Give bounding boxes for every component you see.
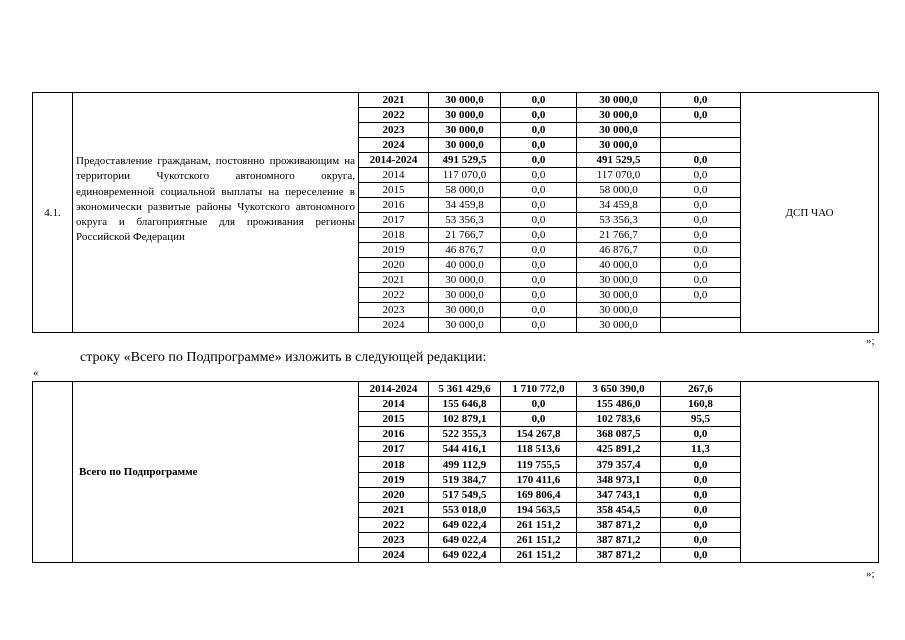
cell-c2: 0,0 xyxy=(501,273,577,288)
cell-total: 5 361 429,6 xyxy=(429,382,501,397)
cell-year: 2017 xyxy=(359,213,429,228)
cell-c3: 358 454,5 xyxy=(577,502,661,517)
cell-c4: 0,0 xyxy=(661,213,741,228)
cell-total: 30 000,0 xyxy=(429,318,501,333)
cell-year: 2023 xyxy=(359,532,429,547)
cell-total: 517 549,5 xyxy=(429,487,501,502)
cell-total: 491 529,5 xyxy=(429,153,501,168)
cell-year: 2020 xyxy=(359,258,429,273)
table-row xyxy=(33,382,879,397)
cell-c2: 0,0 xyxy=(501,288,577,303)
cell-total: 30 000,0 xyxy=(429,108,501,123)
cell-c4: 11,3 xyxy=(661,442,741,457)
cell-c4 xyxy=(661,123,741,138)
cell-total: 30 000,0 xyxy=(429,138,501,153)
cell-total: 21 766,7 xyxy=(429,228,501,243)
total-label: Всего по Подпрограмме xyxy=(73,382,359,563)
cell-c2: 1 710 772,0 xyxy=(501,382,577,397)
cell-c2: 0,0 xyxy=(501,198,577,213)
cell-c4: 0,0 xyxy=(661,427,741,442)
cell-c3: 491 529,5 xyxy=(577,153,661,168)
cell-c4: 0,0 xyxy=(661,517,741,532)
closing-quote-2: »; xyxy=(866,568,875,580)
cell-total: 553 018,0 xyxy=(429,502,501,517)
cell-total: 34 459,8 xyxy=(429,198,501,213)
cell-year: 2015 xyxy=(359,183,429,198)
cell-total: 155 646,8 xyxy=(429,397,501,412)
cell-c3: 102 783,6 xyxy=(577,412,661,427)
cell-c2: 0,0 xyxy=(501,213,577,228)
cell-c4: 0,0 xyxy=(661,273,741,288)
cell-c4: 0,0 xyxy=(661,532,741,547)
cell-c4: 0,0 xyxy=(661,457,741,472)
cell-c4: 0,0 xyxy=(661,183,741,198)
cell-c4: 0,0 xyxy=(661,93,741,108)
cell-c3: 34 459,8 xyxy=(577,198,661,213)
cell-c2: 0,0 xyxy=(501,123,577,138)
cell-total: 40 000,0 xyxy=(429,258,501,273)
cell-year: 2020 xyxy=(359,487,429,502)
cell-c3: 117 070,0 xyxy=(577,168,661,183)
cell-c2: 0,0 xyxy=(501,138,577,153)
cell-c4: 267,6 xyxy=(661,382,741,397)
cell-total: 649 022,4 xyxy=(429,548,501,563)
cell-total: 53 356,3 xyxy=(429,213,501,228)
cell-c3: 387 871,2 xyxy=(577,532,661,547)
cell-c3: 347 743,1 xyxy=(577,487,661,502)
cell-c4: 0,0 xyxy=(661,487,741,502)
cell-total: 30 000,0 xyxy=(429,303,501,318)
cell-c2: 0,0 xyxy=(501,397,577,412)
cell-c2: 0,0 xyxy=(501,108,577,123)
cell-year: 2016 xyxy=(359,427,429,442)
cell-year: 2024 xyxy=(359,318,429,333)
cell-total: 522 355,3 xyxy=(429,427,501,442)
cell-year: 2019 xyxy=(359,472,429,487)
cell-c2: 154 267,8 xyxy=(501,427,577,442)
cell-c4: 0,0 xyxy=(661,288,741,303)
cell-year: 2022 xyxy=(359,108,429,123)
cell-c2: 0,0 xyxy=(501,228,577,243)
cell-c4: 0,0 xyxy=(661,198,741,213)
cell-c2: 0,0 xyxy=(501,258,577,273)
cell-year: 2014 xyxy=(359,397,429,412)
cell-c4: 0,0 xyxy=(661,108,741,123)
cell-year: 2023 xyxy=(359,123,429,138)
cell-c2: 170 411,6 xyxy=(501,472,577,487)
cell-year: 2024 xyxy=(359,548,429,563)
closing-quote: »; xyxy=(866,335,875,347)
instruction-text: строку «Всего по Подпрограмме» изложить в следующей редакции: xyxy=(80,350,487,365)
cell-c2: 194 563,5 xyxy=(501,502,577,517)
cell-c3: 3 650 390,0 xyxy=(577,382,661,397)
cell-c4: 0,0 xyxy=(661,228,741,243)
cell-c4: 0,0 xyxy=(661,243,741,258)
cell-total: 30 000,0 xyxy=(429,123,501,138)
cell-c3: 30 000,0 xyxy=(577,318,661,333)
cell-c3: 30 000,0 xyxy=(577,138,661,153)
cell-c3: 387 871,2 xyxy=(577,548,661,563)
cell-c2: 169 806,4 xyxy=(501,487,577,502)
cell-c2: 261 151,2 xyxy=(501,532,577,547)
cell-total: 30 000,0 xyxy=(429,288,501,303)
cell-c3: 155 486,0 xyxy=(577,397,661,412)
cell-c4: 0,0 xyxy=(661,258,741,273)
cell-c3: 58 000,0 xyxy=(577,183,661,198)
cell-year: 2019 xyxy=(359,243,429,258)
cell-c4: 0,0 xyxy=(661,502,741,517)
cell-c4: 0,0 xyxy=(661,168,741,183)
cell-year: 2018 xyxy=(359,228,429,243)
cell-c2: 0,0 xyxy=(501,183,577,198)
cell-c3: 30 000,0 xyxy=(577,123,661,138)
empty-number-cell xyxy=(33,382,73,563)
measure-description: Предоставление гражданам, постоянно проживающим на территории Чукотского автономного округа, единовременной социальной выплаты на переселение в экономически развитые районы Чукотского автономного округа и благоприятные для проживания регионы Российской Федерации xyxy=(73,93,359,333)
cell-c4: 95,5 xyxy=(661,412,741,427)
cell-year: 2021 xyxy=(359,93,429,108)
cell-total: 544 416,1 xyxy=(429,442,501,457)
cell-c2: 119 755,5 xyxy=(501,457,577,472)
cell-c2: 0,0 xyxy=(501,412,577,427)
cell-c4: 0,0 xyxy=(661,153,741,168)
opening-quote: « xyxy=(33,367,39,379)
empty-org-cell xyxy=(741,382,879,563)
cell-total: 46 876,7 xyxy=(429,243,501,258)
cell-c3: 379 357,4 xyxy=(577,457,661,472)
cell-c4: 160,8 xyxy=(661,397,741,412)
subprogram-measure-table xyxy=(32,92,879,333)
cell-total: 102 879,1 xyxy=(429,412,501,427)
cell-c2: 0,0 xyxy=(501,93,577,108)
cell-year: 2014 xyxy=(359,168,429,183)
cell-c3: 30 000,0 xyxy=(577,93,661,108)
cell-c3: 40 000,0 xyxy=(577,258,661,273)
cell-c3: 30 000,0 xyxy=(577,303,661,318)
cell-year: 2017 xyxy=(359,442,429,457)
cell-c3: 30 000,0 xyxy=(577,108,661,123)
cell-c3: 425 891,2 xyxy=(577,442,661,457)
cell-year: 2016 xyxy=(359,198,429,213)
cell-total: 519 384,7 xyxy=(429,472,501,487)
cell-year: 2015 xyxy=(359,412,429,427)
cell-c3: 46 876,7 xyxy=(577,243,661,258)
cell-year: 2014-2024 xyxy=(359,153,429,168)
cell-c4 xyxy=(661,303,741,318)
responsible-org: ДСП ЧАО xyxy=(741,93,879,333)
cell-c4: 0,0 xyxy=(661,472,741,487)
cell-c2: 261 151,2 xyxy=(501,548,577,563)
cell-year: 2018 xyxy=(359,457,429,472)
cell-c3: 348 973,1 xyxy=(577,472,661,487)
cell-year: 2022 xyxy=(359,288,429,303)
cell-year: 2014-2024 xyxy=(359,382,429,397)
cell-c3: 387 871,2 xyxy=(577,517,661,532)
cell-c3: 21 766,7 xyxy=(577,228,661,243)
cell-c3: 368 087,5 xyxy=(577,427,661,442)
cell-total: 30 000,0 xyxy=(429,93,501,108)
cell-c2: 0,0 xyxy=(501,153,577,168)
cell-c2: 0,0 xyxy=(501,303,577,318)
cell-c3: 30 000,0 xyxy=(577,288,661,303)
cell-year: 2023 xyxy=(359,303,429,318)
cell-total: 58 000,0 xyxy=(429,183,501,198)
cell-c2: 261 151,2 xyxy=(501,517,577,532)
table-row xyxy=(33,93,879,108)
cell-total: 117 070,0 xyxy=(429,168,501,183)
cell-c3: 53 356,3 xyxy=(577,213,661,228)
cell-c4: 0,0 xyxy=(661,548,741,563)
cell-year: 2024 xyxy=(359,138,429,153)
cell-c3: 30 000,0 xyxy=(577,273,661,288)
cell-c2: 0,0 xyxy=(501,168,577,183)
cell-total: 649 022,4 xyxy=(429,532,501,547)
cell-year: 2021 xyxy=(359,273,429,288)
measure-number: 4.1. xyxy=(33,93,73,333)
cell-c2: 0,0 xyxy=(501,318,577,333)
cell-total: 649 022,4 xyxy=(429,517,501,532)
cell-year: 2022 xyxy=(359,517,429,532)
subprogram-total-table xyxy=(32,381,879,563)
cell-c4 xyxy=(661,138,741,153)
cell-total: 30 000,0 xyxy=(429,273,501,288)
cell-c4 xyxy=(661,318,741,333)
cell-c2: 118 513,6 xyxy=(501,442,577,457)
cell-total: 499 112,9 xyxy=(429,457,501,472)
cell-year: 2021 xyxy=(359,502,429,517)
cell-c2: 0,0 xyxy=(501,243,577,258)
